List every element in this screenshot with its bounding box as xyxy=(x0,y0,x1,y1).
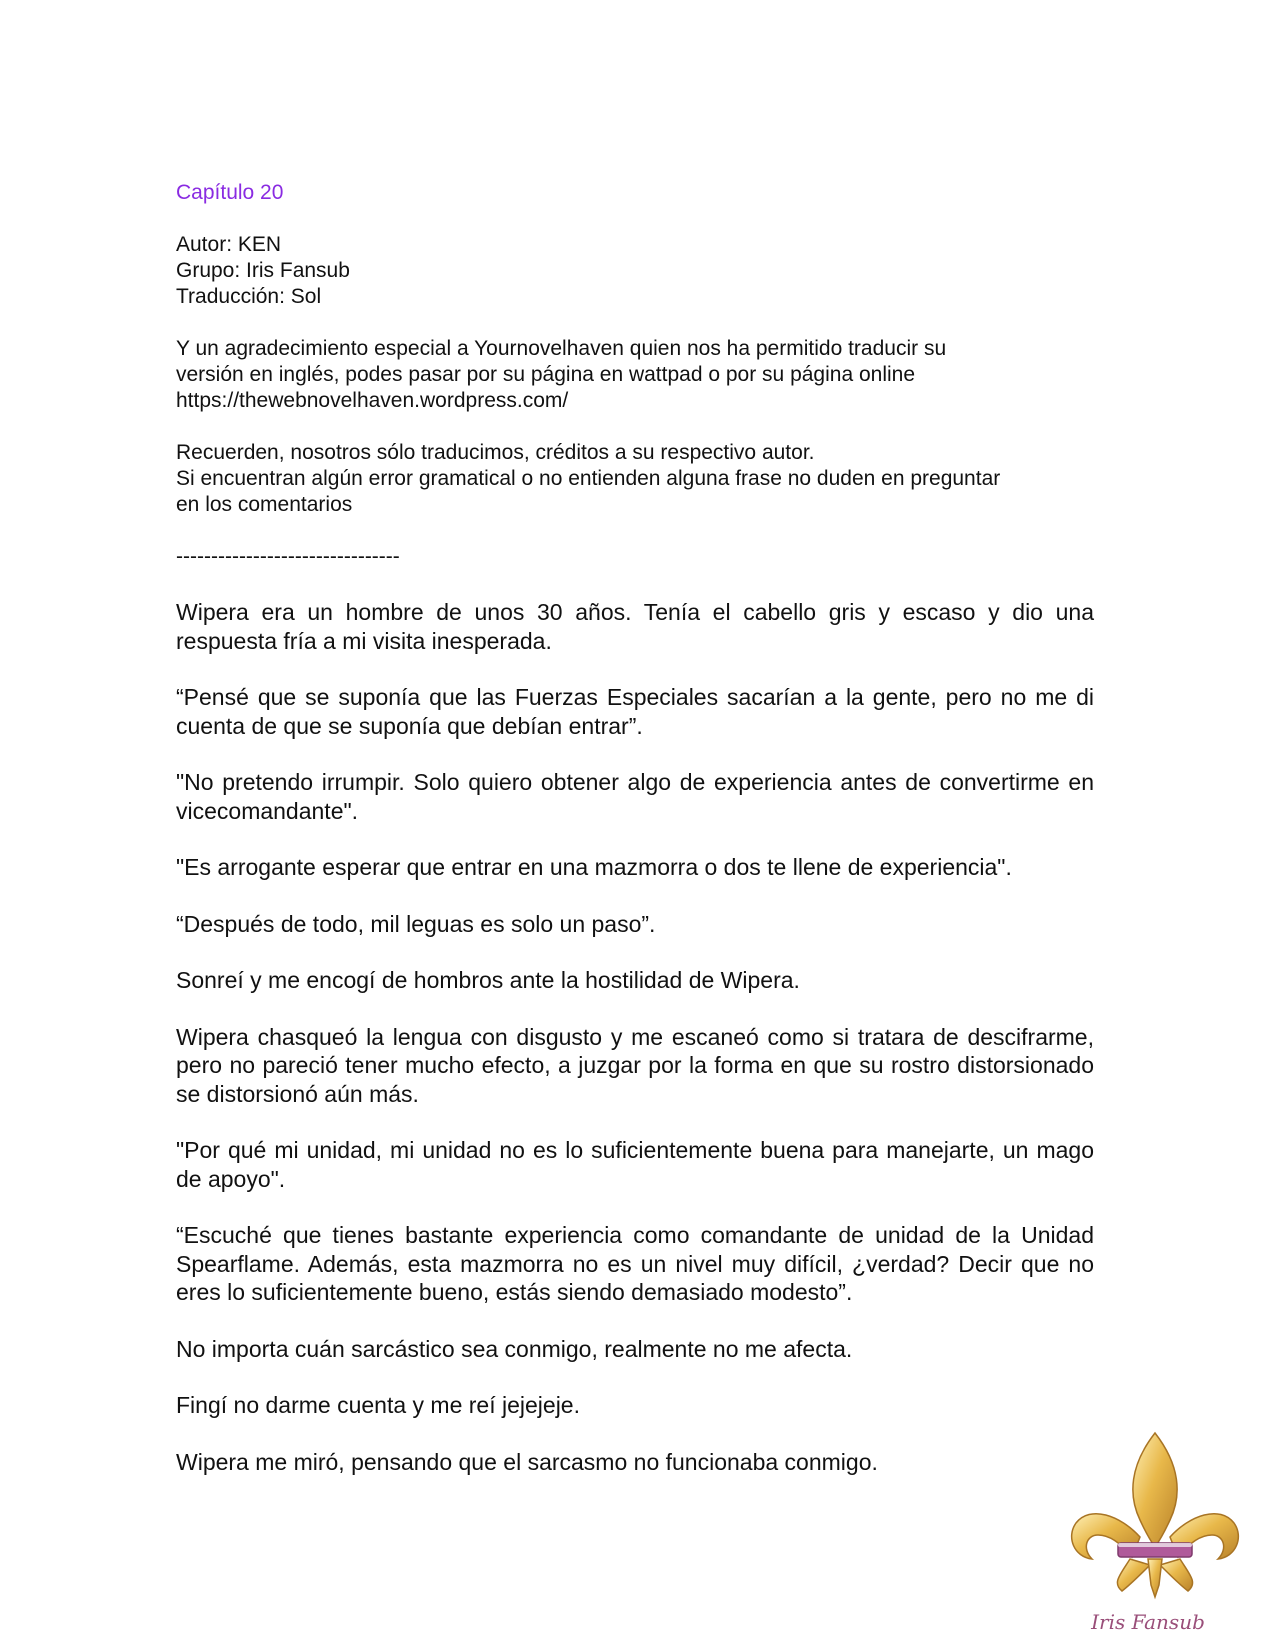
reminder-line: Si encuentran algún error gramatical o no entienden alguna frase no duden en preguntar xyxy=(176,467,1001,490)
logo-band-highlight xyxy=(1118,1543,1192,1547)
reminder-block xyxy=(176,440,1094,518)
story-paragraph: “Escuché que tienes bastante experiencia como comandante de unidad de la Unidad Spearflame. Además, esta mazmorra no es un nivel muy difícil, ¿verdad? Decir que no eres lo suficientemente bueno, estás siendo demasiado modesto”. xyxy=(176,1222,1094,1305)
acknowledgement-link[interactable]: https://thewebnovelhaven.wordpress.com/ xyxy=(176,389,569,412)
logo-center-petal xyxy=(1133,1433,1177,1547)
acknowledgement-line: versión en inglés, podes pasar por su página en wattpad o por su página online xyxy=(176,363,916,386)
story-paragraph: Sonreí y me encogí de hombros ante la hostilidad de Wipera. xyxy=(176,967,800,993)
story-paragraph: Wipera me miró, pensando que el sarcasmo no funcionaba conmigo. xyxy=(176,1448,878,1475)
story-paragraph: “Después de todo, mil leguas es solo un paso”. xyxy=(176,910,656,937)
chapter-title: Capítulo 20 xyxy=(176,181,284,204)
logo-lower-center xyxy=(1148,1559,1162,1597)
acknowledgement-block xyxy=(176,336,1094,414)
story-paragraph: "Es arrogante esperar que entrar en una mazmorra o dos te llene de experiencia". xyxy=(176,854,1012,880)
story-paragraph: No importa cuán sarcástico sea conmigo, realmente no me afecta. xyxy=(176,1335,853,1362)
credit-translation: Traducción: Sol xyxy=(176,285,322,308)
credits-block xyxy=(176,232,1094,310)
story-paragraph: Fingí no darme cuenta y me reí jejejeje. xyxy=(176,1392,580,1418)
acknowledgement-line: Y un agradecimiento especial a Yournovelhaven quien nos ha permitido traducir su xyxy=(176,337,947,360)
story-paragraph: Wipera era un hombre de unos 30 años. Tenía el cabello gris y escaso y dio una respuesta fría a mi visita inesperada. xyxy=(176,599,1094,654)
logo-caption: Iris Fansub xyxy=(1091,1610,1205,1634)
fleur-de-lis-icon xyxy=(1060,1425,1250,1635)
reminder-line: en los comentarios xyxy=(176,493,353,516)
story-paragraph: "No pretendo irrumpir. Solo quiero obtener algo de experiencia antes de convertirme en vicecomandante". xyxy=(176,769,1094,824)
credit-author: Autor: KEN xyxy=(176,233,282,256)
logo-lower-right xyxy=(1160,1559,1193,1591)
logo-lower-left xyxy=(1117,1559,1150,1591)
story-body xyxy=(176,598,1094,1476)
page-content xyxy=(176,180,1094,1504)
story-paragraph: “Pensé que se suponía que las Fuerzas Especiales sacarían a la gente, pero no me di cuenta de que se suponía que debían entrar”. xyxy=(176,684,1094,739)
story-paragraph: "Por qué mi unidad, mi unidad no es lo suficientemente buena para manejarte, un mago de apoyo". xyxy=(176,1137,1094,1192)
story-paragraph: Wipera chasqueó la lengua con disgusto y me escaneó como si tratara de descifrarme, pero no pareció tener mucho efecto, a juzgar por la forma en que su rostro distorsionado se distorsionó aún más. xyxy=(176,1023,1094,1107)
reminder-line: Recuerden, nosotros sólo traducimos, créditos a su respectivo autor. xyxy=(176,441,815,464)
section-divider: -------------------------------- xyxy=(176,545,400,568)
credit-group: Grupo: Iris Fansub xyxy=(176,259,350,282)
